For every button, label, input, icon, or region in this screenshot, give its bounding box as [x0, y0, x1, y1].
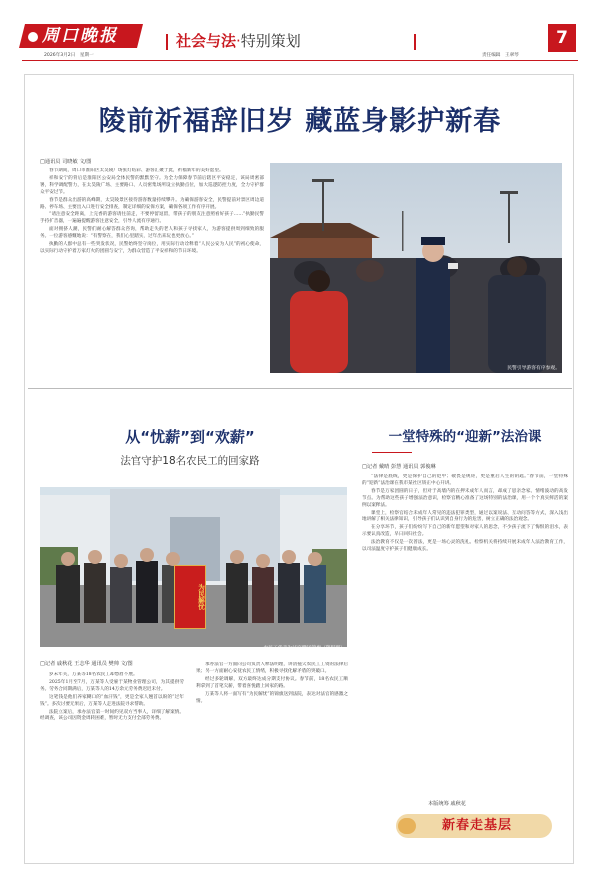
section-divider-right [414, 34, 416, 50]
section-divider-left [166, 34, 168, 50]
left-photo-banner: 为民解忧 [174, 565, 206, 629]
top-story-title: 陵前祈福辞旧岁 藏蓝身影护新春 [98, 106, 502, 137]
promo-label: 新春走基层 [441, 818, 512, 833]
left-story-body-col1: 岁末年关，万某等18名农民工却愁眉不展。 2025年1月至7月，万某等人受雇于某物业管理公司，为其提供劳务。劳务合同期满后，万某等人的14万余元劳务费迟迟未付。 这笔钱是他们养家糊口的“血汗钱”，更是全家人翘首以盼的“过年钱”。多次讨要无果后，万某等人走进法院寻求帮助。 法院立案后，承办法官第一时间约见双方当事人，详细了解案情。经调查，该公司因资金周转困难，暂时无力支付全部劳务费。 [40, 672, 184, 722]
right-story-byline: □记者 戴晴 彭慧 通讯员 郭俊琳 [362, 464, 436, 470]
masthead-rule [22, 60, 578, 61]
masthead-date: 2026年3月2日 星期一 [44, 53, 94, 58]
top-story-body: 春节期间，周口市淮阳区太昊陵广场张灯结彩、游客汇聚于此，祈福新年的美好愿望。 祥和安宁的背后是淮阳区公安局全体民警的默默坚守。为全力保障春节前后辖区平安稳定，该局周密部署，科学调配警力，在太昊陵广场、主要路口、人员密集场所设立执勤点位，加大巡逻防控力度，全力守护群众平安过节。 春节是群众出游的高峰期，太昊陵景区接待游客数量持续攀升。为确保游客安全，民警提前对景区周边道路、停车场、主要出入口进行安全排查，制定详细的安保方案，确保各项工作有序开展。 “请注意安全距离，上完香的游客请往前走，不要停留逗留，带孩子的朋友注意照看好孩子……”执勤民警手持扩音器，一遍遍提醒游客注意安全，引导人流有序通行。 面对拥挤人潮，民警们耐心解答群众咨询，帮助走失的老人和孩子寻找家人，为游客提供周到细致的服务。一位游客感慨地说：“有警察在，我们心里踏实，过年出来玩也更放心。” 执勤的人群中总有一些突发状况，民警始终坚守岗位，用实际行动诠释着“人民公安为人民”的初心使命，以实际行动守护着万家灯火的团圆与安宁，为群众营造了平安祥和的节日环境。 [40, 168, 264, 254]
masthead-logo: 周口晚报 [28, 25, 138, 47]
right-title-rule-left [372, 452, 412, 453]
masthead-editor: 责任编辑 王翠琴 [482, 53, 519, 58]
logo-swoosh-icon [28, 32, 38, 42]
left-story-title: 从“忧薪”到“欢薪” [125, 428, 255, 446]
page-number-badge: 7 [548, 24, 576, 52]
left-story-body-col2: 承办法官一方面向公司负责人释法明理，讲清拖欠农民工工资的法律后果；另一方面耐心安抚农民工情绪，积极寻找化解矛盾的突破口。 经过多轮调解，双方最终达成分期支付协议。春节前，18名农民工顺利拿到了首笔欠薪，带着喜悦踏上回家的路。 万某等人将一面写有“为民解忧”的锦旗送到法院，表达对法官的感激之情。 [196, 662, 348, 704]
left-photo-caption: 农民工代表为法官赠送锦旗（资料图） [263, 646, 345, 651]
top-photo-caption: 民警引导游客有序参观。 [507, 366, 560, 371]
section-title: 社会与法·特别策划 [176, 32, 301, 50]
right-story-credit: 本版统筹 戚秋花 [428, 801, 466, 807]
right-story-title: 一堂特殊的“迎新”法治课 [388, 429, 542, 445]
right-story-body: “法律是底线，更是保护自己的铠甲；敬畏是规矩，更是重启人生的钥匙。”春节前，一堂特殊的“迎新”法治课在我市某社区矫正中心开讲。 春节是万家团圆的日子，但对于高墙内的在押未成年人而言，却成了思亲念家、情绪波动的高发节点。为帮助这些孩子增强法治意识，检察官精心准备了这场特别的法治课，用一个个真实鲜活的案例以案释法。 课堂上，检察官结合未成年人常见的违法犯罪类型，通过以案说法、互动问答等方式，深入浅出地讲解了相关法律知识，引导孩子们认识到自身行为的危害，树立正确的法治观念。 在分享环节，孩子们纷纷写下自己的新年愿望和对家人的思念，不少孩子流下了悔恨的泪水，表示要认真改造，早日回归社会。 法治教育不仅是一次普法，更是一场心灵的洗礼。检察机关将持续开展未成年人法治教育工作，以司法温度守护孩子们健康成长。 [362, 474, 568, 553]
top-story-photo [270, 163, 562, 373]
top-story-byline: □通讯员 司晓敏 文/图 [40, 159, 92, 165]
left-story-subtitle: 法官守护18名农民工的回家路 [120, 455, 260, 467]
left-story-byline: □记者 戚秋花 王志华 通讯员 樊帅 文/图 [40, 661, 133, 667]
section-separator [28, 388, 572, 389]
